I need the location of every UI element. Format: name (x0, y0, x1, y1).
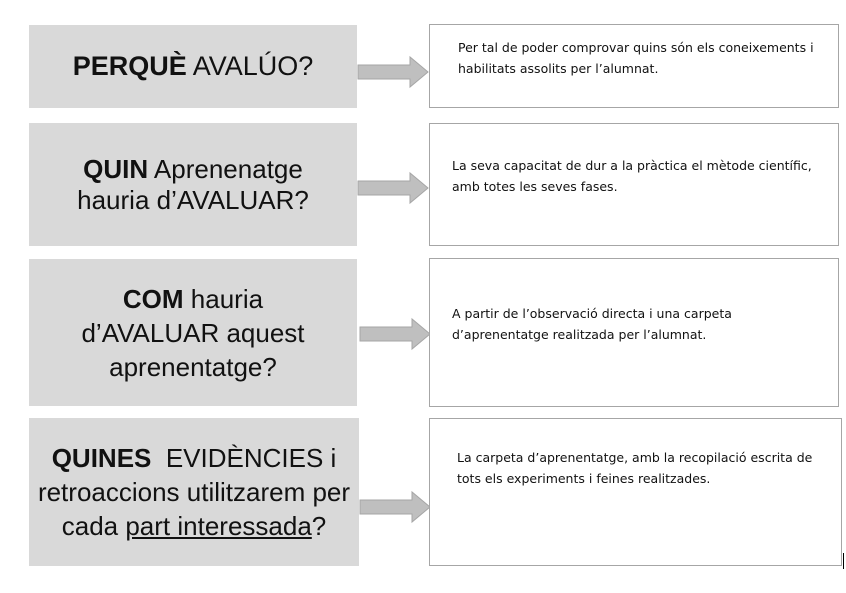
arrow-right-icon (356, 171, 430, 205)
arrow-right-icon (358, 490, 432, 524)
question-text-evidence (29, 441, 359, 543)
question-keyword: PERQUÈ (72, 51, 187, 81)
question-box-how (29, 259, 357, 406)
question-box-why (29, 25, 357, 108)
arrow-right-icon (356, 55, 430, 89)
answer-box-evidence (429, 418, 842, 566)
answer-box-why (429, 24, 839, 108)
answer-text: La seva capacitat de dur a la pràctica el mètode científic, amb totes les seves fases. (452, 158, 812, 194)
question-rest: hauria d’AVALUAR aquest aprenentatge? (81, 283, 305, 382)
question-text-why (73, 51, 314, 82)
answer-box-what (429, 123, 839, 246)
question-end: ? (311, 511, 327, 541)
question-box-what (29, 123, 357, 246)
question-keyword: QUINES (51, 443, 152, 473)
question-box-evidence (29, 418, 359, 566)
question-underlined: part interessada (125, 511, 312, 541)
question-rest: EVIDÈNCIES i retroaccions utilitzarem per cada (37, 443, 358, 541)
answer-box-how (429, 258, 839, 407)
question-keyword: COM (122, 283, 184, 314)
arrow-right-icon (358, 317, 432, 351)
question-text-how (29, 282, 357, 384)
question-text-what (29, 154, 357, 216)
text-cursor-mark (843, 553, 844, 569)
answer-text: A partir de l’observació directa i una carpeta d’aprenentatge realitzada per l’alumnat. (452, 306, 732, 342)
question-rest: Aprenenatge hauria d’AVALUAR? (77, 153, 309, 215)
question-rest: AVALÚO? (186, 51, 314, 81)
answer-text: La carpeta d’aprenentatge, amb la recopilació escrita de tots els experiments i feines realitzades. (457, 450, 813, 486)
answer-text: Per tal de poder comprovar quins són els coneixements i habilitats assolits per l’alumnat. (458, 40, 814, 76)
question-keyword: QUIN (83, 153, 149, 184)
